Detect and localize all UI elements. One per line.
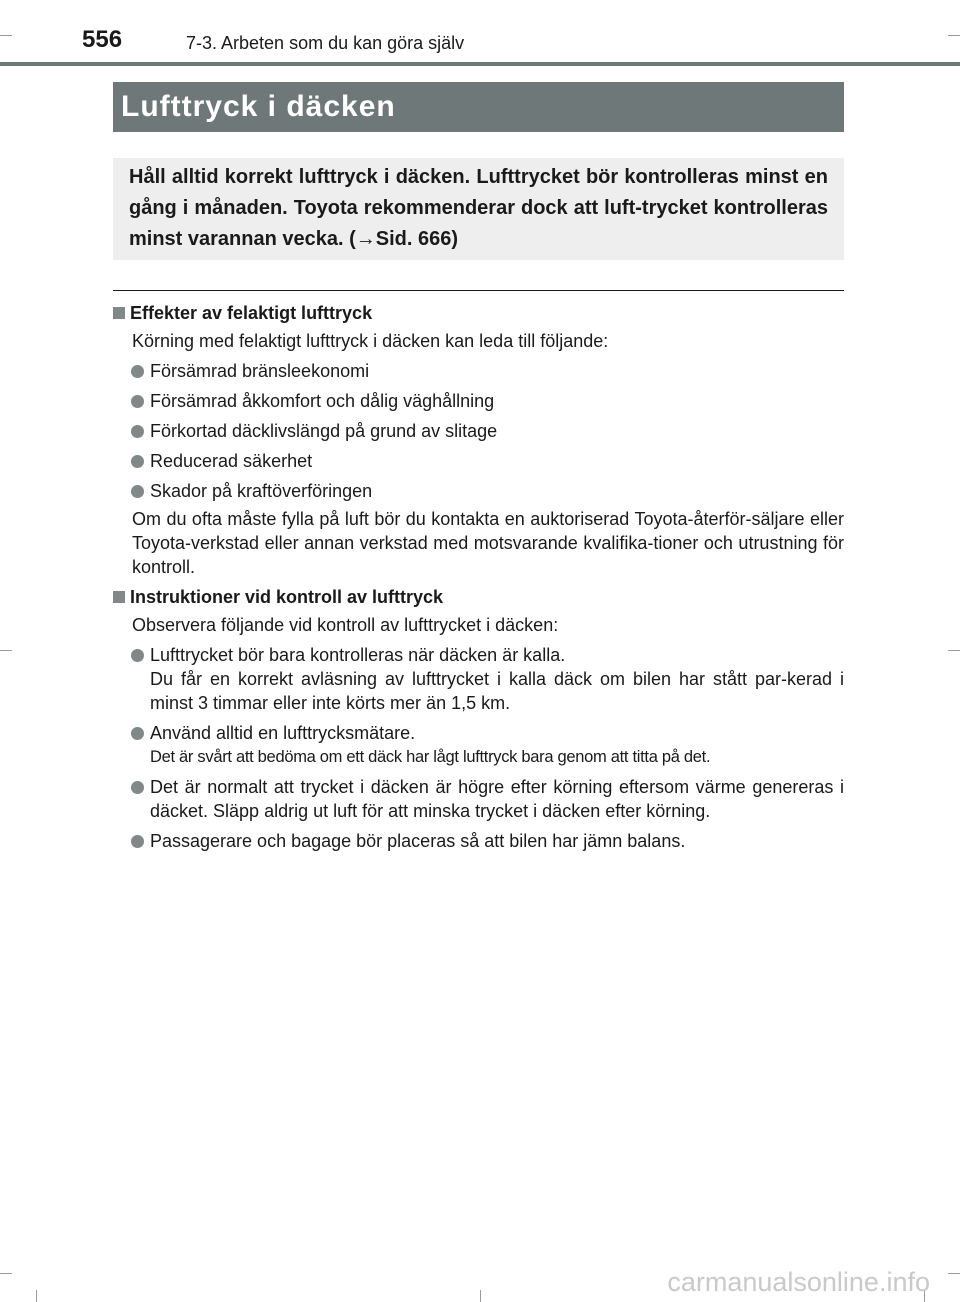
- square-bullet-icon: [113, 307, 125, 319]
- intro-text: Håll alltid korrekt lufttryck i däcken. Lufttrycket bör kontrolleras minst en gång i månaden. Toyota rekommenderar dock att luft-trycket kontrolleras minst varannan vecka. (→Sid. 666): [129, 166, 828, 250]
- list-item-text: Försämrad åkkomfort och dålig väghållning: [150, 391, 495, 411]
- list-item: [150, 721, 844, 769]
- page-number: 556: [82, 26, 123, 53]
- section-intro: Körning med felaktigt lufttryck i däcken kan leda till följande:: [132, 331, 609, 351]
- crop-mark: [0, 650, 12, 651]
- header-rule: [0, 62, 960, 66]
- list-item-text: Skador på kraftöverföringen: [150, 481, 373, 501]
- bullet-dot-icon: [131, 395, 144, 408]
- section-heading: [113, 301, 844, 325]
- watermark: carmanualsonline.info: [667, 1267, 930, 1297]
- list-item: [150, 449, 844, 473]
- section-heading-text: Effekter av felaktigt lufttryck: [130, 303, 373, 323]
- list-item: [150, 643, 844, 715]
- section-reference: 7-3. Arbeten som du kan göra själv: [186, 33, 465, 53]
- page-title: Lufttryck i däcken: [121, 90, 396, 123]
- crop-mark: [0, 1273, 12, 1274]
- bullet-dot-icon: [131, 455, 144, 468]
- intro-box: [113, 158, 844, 260]
- crop-mark: [948, 1273, 960, 1274]
- list-item-text: Förkortad däcklivslängd på grund av slitage: [150, 421, 498, 441]
- list-item: [150, 359, 844, 383]
- section-heading-text: Instruktioner vid kontroll av lufttryck: [130, 587, 444, 607]
- bullet-dot-icon: [131, 835, 144, 848]
- section-divider: [113, 290, 844, 291]
- bullet-dot-icon: [131, 781, 144, 794]
- crop-mark: [480, 1290, 481, 1302]
- bullet-dot-icon: [131, 485, 144, 498]
- list-item: [150, 389, 844, 413]
- list-item-detail: Det är svårt att bedöma om ett däck har lågt lufttryck bara genom att titta på det.: [150, 748, 711, 766]
- section-intro: Observera följande vid kontroll av lufttrycket i däcken:: [132, 615, 559, 635]
- list-item-text: Passagerare och bagage bör placeras så att bilen har jämn balans.: [150, 831, 686, 851]
- list-item-text: Det är normalt att trycket i däcken är högre efter körning eftersom värme genereras i däcket. Släpp aldrig ut luft för att minska trycket i däcken efter körning.: [150, 777, 844, 821]
- list-item-text: Använd alltid en lufttrycksmätare.: [150, 723, 416, 743]
- title-banner: [113, 82, 844, 132]
- crop-mark: [948, 35, 960, 36]
- list-item: [150, 775, 844, 823]
- square-bullet-icon: [113, 591, 125, 603]
- list-item: [150, 479, 844, 503]
- crop-mark: [948, 650, 960, 651]
- list-item: [150, 419, 844, 443]
- list-item-detail: Du får en korrekt avläsning av lufttrycket i kalla däck om bilen har stått par-kerad i minst 3 timmar eller inte körts mer än 1,5 km.: [150, 669, 844, 713]
- crop-mark: [0, 35, 12, 36]
- list-item: [150, 829, 844, 853]
- bullet-dot-icon: [131, 727, 144, 740]
- list-item-text: Lufttrycket bör bara kontrolleras när däcken är kalla.: [150, 645, 566, 665]
- section-outro: Om du ofta måste fylla på luft bör du kontakta en auktoriserad Toyota-återför-säljare eller Toyota-verkstad eller annan verkstad med motsvarande kvalifika-tioner och utrustning för kontroll.: [132, 509, 844, 577]
- list-item-text: Reducerad säkerhet: [150, 451, 313, 471]
- main-content: [113, 301, 844, 853]
- crop-mark: [36, 1290, 37, 1302]
- list-item-text: Försämrad bränsleekonomi: [150, 361, 370, 381]
- section-heading: [113, 585, 844, 609]
- bullet-dot-icon: [131, 425, 144, 438]
- bullet-dot-icon: [131, 365, 144, 378]
- bullet-dot-icon: [131, 649, 144, 662]
